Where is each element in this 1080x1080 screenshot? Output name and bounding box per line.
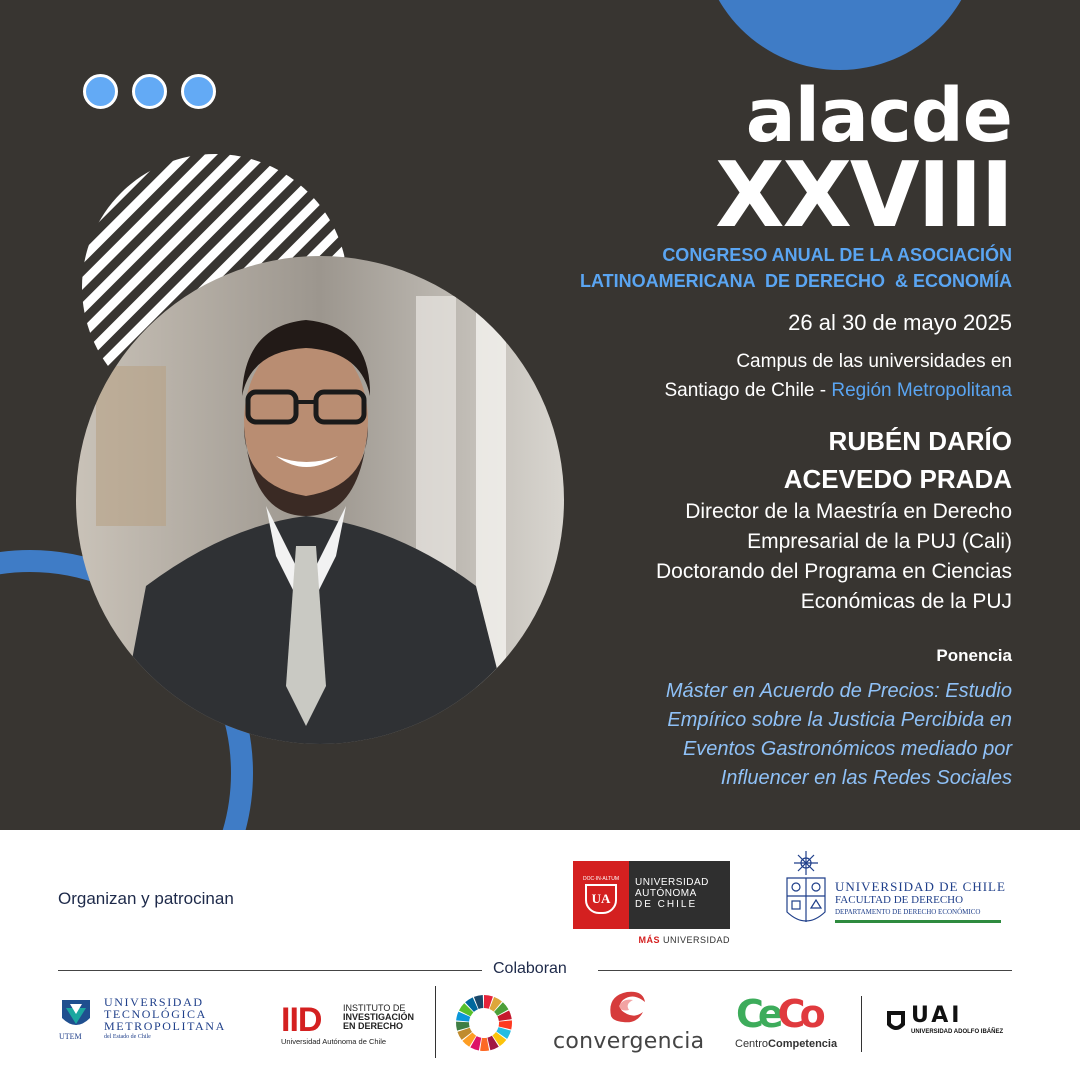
edition-number: XXVIII bbox=[715, 143, 1012, 248]
ua-name-line: DE CHILE bbox=[635, 899, 698, 910]
uai-letters: UAI bbox=[911, 1003, 963, 1028]
dot bbox=[181, 74, 216, 109]
utem-line: del Estado de Chile bbox=[104, 1034, 151, 1040]
iid-line: EN DERECHO bbox=[343, 1021, 404, 1031]
ua-tag-rest: UNIVERSIDAD bbox=[659, 935, 730, 945]
uai-logo[interactable] bbox=[885, 1003, 1015, 1039]
brand-name: alacde bbox=[745, 73, 1012, 159]
convergencia-swirl-icon bbox=[603, 986, 649, 1026]
role-line: Económicas de la PUJ bbox=[800, 590, 1012, 613]
venue-line bbox=[664, 376, 1012, 405]
venue-region: Región Metropolitana bbox=[831, 380, 1012, 401]
collaborators-label: Colaboran bbox=[493, 960, 567, 977]
universidad-de-chile-logo[interactable] bbox=[783, 850, 1008, 934]
convergencia-name: convergencia bbox=[553, 1029, 705, 1054]
uchile-crest-icon bbox=[783, 850, 829, 934]
ua-shield-block bbox=[573, 861, 629, 929]
sdg-segment bbox=[480, 1038, 489, 1051]
dot bbox=[83, 74, 118, 109]
divider bbox=[435, 986, 436, 1058]
talk-title-line: Empírico sobre la Justicia Percibida en bbox=[667, 709, 1012, 731]
ua-tag-bold: MÁS bbox=[638, 935, 660, 945]
divider bbox=[598, 970, 1012, 971]
utem-abbr: UTEM bbox=[59, 1032, 82, 1041]
utem-line: UNIVERSIDAD bbox=[104, 995, 204, 1009]
ceco-letters bbox=[736, 992, 820, 1036]
utem-line: METROPOLITANA bbox=[104, 1019, 226, 1033]
ceco-subtitle bbox=[735, 1038, 837, 1050]
convergencia-logo[interactable] bbox=[553, 986, 705, 1056]
universidad-autonoma-logo[interactable] bbox=[573, 861, 730, 945]
speaker-name bbox=[784, 422, 1012, 498]
decorative-dots bbox=[83, 74, 216, 109]
ua-name bbox=[629, 861, 730, 929]
speaker-name-line: RUBÉN DARÍO bbox=[828, 426, 1012, 456]
speaker-photo bbox=[76, 256, 564, 744]
sdg-wheel-icon[interactable] bbox=[455, 994, 513, 1052]
centro-competencia-logo[interactable] bbox=[734, 992, 844, 1052]
divider bbox=[861, 996, 862, 1052]
iid-logo[interactable] bbox=[281, 1003, 441, 1049]
utem-logo[interactable] bbox=[58, 996, 248, 1046]
speaker-role bbox=[656, 497, 1012, 617]
utem-text bbox=[104, 996, 226, 1042]
utem-shield-icon bbox=[60, 998, 92, 1032]
talk-title-line: Máster en Acuerdo de Precios: Estudio bbox=[665, 680, 1012, 702]
talk-title-line: Eventos Gastronómicos mediado por bbox=[682, 738, 1012, 760]
uchile-line: DEPARTAMENTO DE DERECHO ECONÓMICO bbox=[835, 908, 981, 916]
ua-name-line: AUTÓNOMA bbox=[635, 888, 697, 899]
uai-crest-icon bbox=[885, 1009, 907, 1035]
speaker-name-line: ACEVEDO PRADA bbox=[783, 464, 1012, 494]
talk-title-line: Influencer en las Redes Sociales bbox=[720, 767, 1012, 789]
ceco-letter: o bbox=[799, 992, 820, 1036]
ceco-sub-light: Centro bbox=[735, 1038, 769, 1050]
uai-subtitle: UNIVERSIDAD ADOLFO IBÁÑEZ bbox=[911, 1029, 1004, 1035]
organizers-label: Organizan y patrocinan bbox=[58, 889, 234, 908]
congress-subtitle bbox=[580, 242, 1012, 294]
ua-name-line: UNIVERSIDAD bbox=[635, 877, 709, 888]
divider bbox=[58, 970, 482, 971]
subtitle-line: LATINOAMERICANA DE DERECHO & ECONOMÍA bbox=[580, 271, 1012, 291]
ua-motto: DOC·IN·ALTUM bbox=[582, 876, 619, 882]
ua-shield-icon: UA bbox=[585, 884, 617, 914]
utem-line: TECNOLÓGICA bbox=[104, 1007, 207, 1021]
dot bbox=[132, 74, 167, 109]
ceco-letter: C bbox=[736, 992, 758, 1036]
iid-line: INSTITUTO DE bbox=[343, 1003, 406, 1013]
iid-line: INVESTIGACIÓN bbox=[343, 1012, 415, 1022]
iid-subtitle: Universidad Autónoma de Chile bbox=[281, 1037, 387, 1046]
venue-prefix: Santiago de Chile - bbox=[664, 380, 832, 401]
talk-label: Ponencia bbox=[936, 646, 1012, 665]
uchile-line: UNIVERSIDAD DE CHILE bbox=[835, 879, 1006, 894]
uchile-green-bar bbox=[835, 920, 1001, 923]
subtitle-line: CONGRESO ANUAL DE LA ASOCIACIÓN bbox=[662, 245, 1012, 265]
event-venue bbox=[664, 347, 1012, 405]
ceco-sub-bold: Competencia bbox=[768, 1038, 838, 1050]
ceco-letter: e bbox=[757, 992, 778, 1036]
iid-letters: IID bbox=[281, 1001, 322, 1039]
iid-text bbox=[343, 1004, 414, 1031]
uchile-line: FACULTAD DE DERECHO bbox=[835, 894, 964, 906]
ua-tagline bbox=[573, 935, 730, 945]
role-line: Doctorando del Programa en Ciencias bbox=[655, 560, 1012, 583]
ceco-letter: C bbox=[777, 992, 800, 1036]
uchile-text bbox=[835, 879, 1006, 923]
venue-line: Campus de las universidades en bbox=[736, 351, 1012, 372]
role-line: Director de la Maestría en Derecho bbox=[685, 500, 1012, 523]
role-line: Empresarial de la PUJ (Cali) bbox=[747, 530, 1012, 553]
top-blue-circle bbox=[700, 0, 980, 70]
event-dates: 26 al 30 de mayo 2025 bbox=[788, 310, 1012, 335]
talk-title bbox=[666, 677, 1012, 793]
